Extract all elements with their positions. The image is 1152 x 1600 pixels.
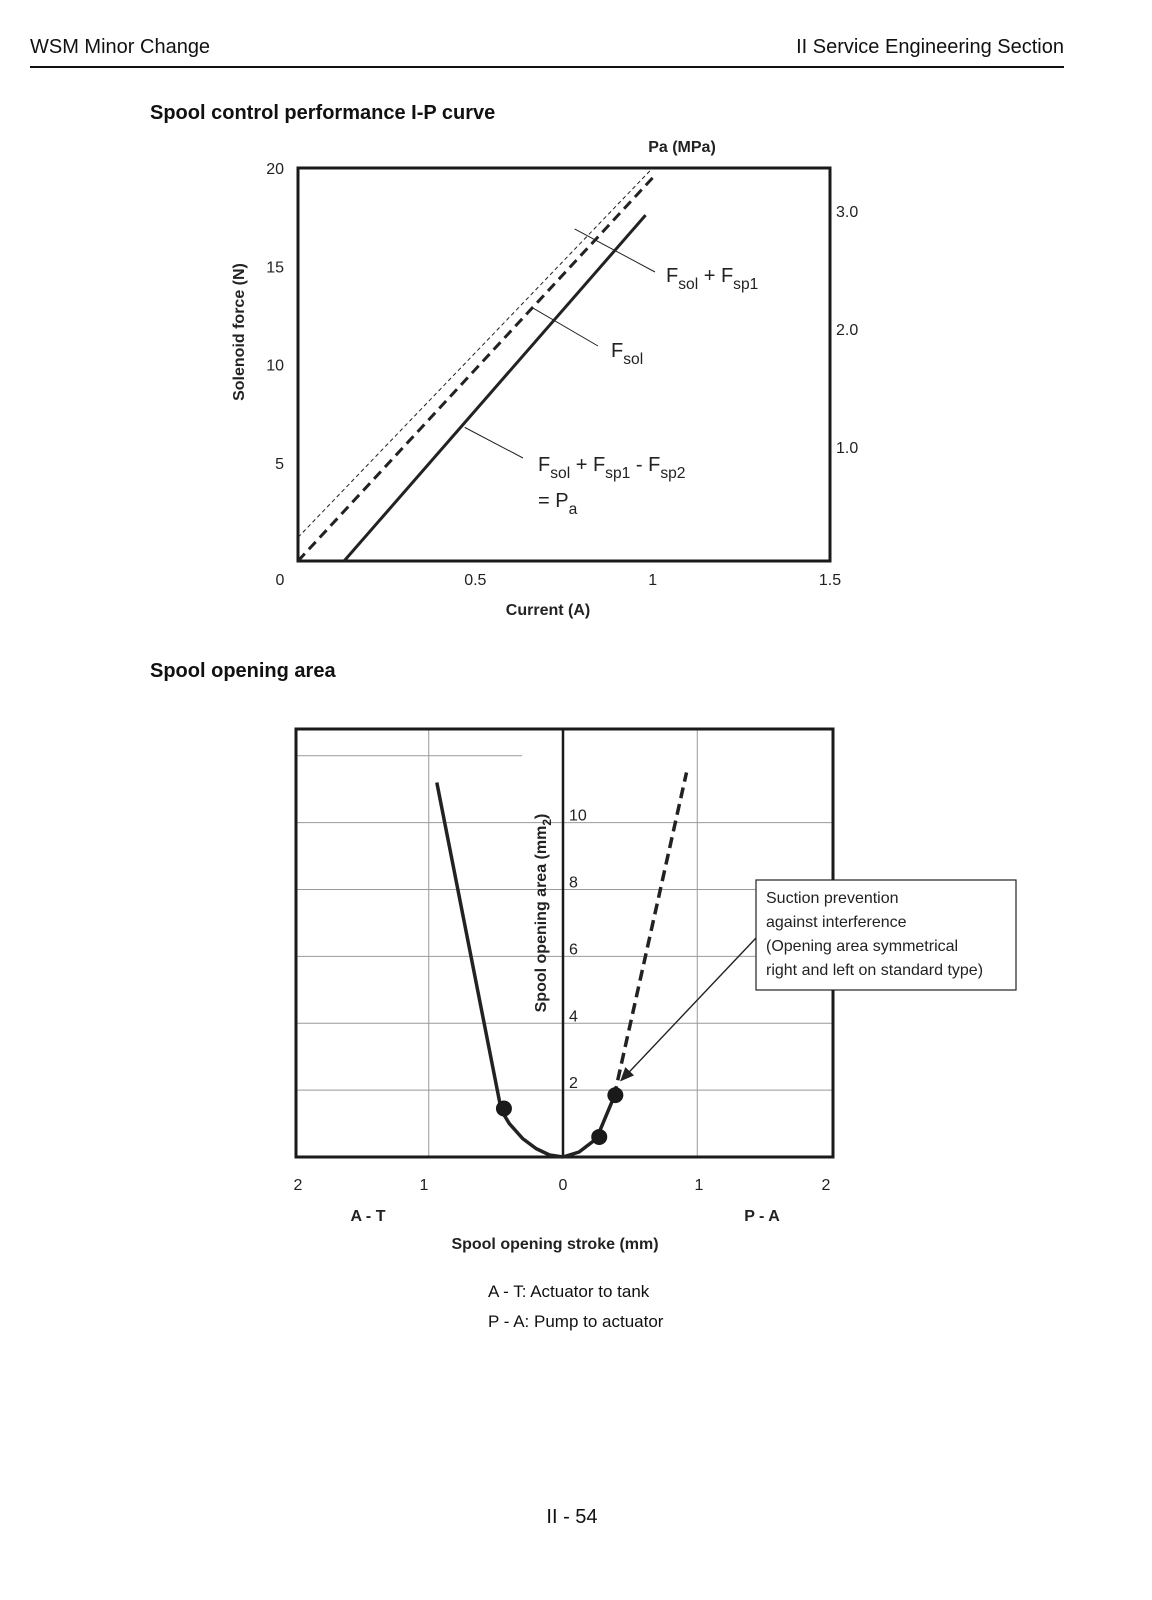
x-tick-label: 0	[558, 1177, 568, 1194]
x-tick-label: 1	[694, 1177, 704, 1194]
x-axis-label: Spool opening stroke (mm)	[451, 1236, 659, 1253]
legend-a-t: A - T: Actuator to tank	[488, 1282, 650, 1301]
series-line-3	[344, 215, 645, 561]
annotation-fsol: $F_{sol}$	[611, 340, 644, 368]
header-right: II Service Engineering Section	[796, 36, 1064, 58]
header-left: WSM Minor Change	[30, 36, 211, 58]
y-tick-label: 4	[569, 1008, 578, 1026]
y-axis-label: Spool opening area $(mm_2)$	[533, 813, 554, 1013]
x-tick-label: 1.5	[818, 572, 842, 589]
x-tick-label: 0.5	[464, 572, 487, 589]
opening-area-chart	[0, 700, 1152, 1270]
legend-p-a: P - A: Pump to actuator	[488, 1312, 664, 1331]
ip-curve-chart	[0, 130, 1152, 650]
callout-text-line: right and left on standard type)	[766, 962, 984, 979]
y-tick-label: 8	[569, 874, 578, 892]
x-tick-label: 1	[648, 572, 658, 589]
callout-text-line: against interference	[766, 914, 907, 931]
y2-tick-label: 2.0	[836, 322, 859, 340]
annotation-pa-line2: = $P_a$	[538, 490, 578, 518]
header-divider	[30, 66, 1064, 68]
x-tick-label: 1	[419, 1177, 429, 1194]
annotation-leader	[465, 427, 523, 458]
series-line-1	[298, 168, 653, 537]
annotation-fsol-fsp1: $F_{sol} + F_{sp1}$	[666, 265, 759, 293]
page-number: II - 54	[546, 1506, 598, 1528]
callout-text-line: (Opening area symmetrical	[766, 938, 959, 955]
y-tick-label: 15	[266, 259, 284, 277]
ip-curve-section-title: Spool control performance I-P curve	[150, 102, 496, 124]
x-tick-label: 2	[293, 1177, 303, 1194]
y-tick-label: 2	[569, 1075, 578, 1093]
x-tick-label: 2	[821, 1177, 831, 1194]
y2-tick-label: 3.0	[836, 204, 859, 222]
callout-text-line: Suction prevention	[766, 890, 899, 907]
data-point	[607, 1087, 623, 1103]
series-line-3	[614, 772, 686, 1096]
y2-axis-label: Pa (MPa)	[648, 139, 716, 156]
x-tick-label: 0	[275, 572, 285, 589]
annotation-leader	[532, 308, 598, 346]
opening-area-section-title: Spool opening area	[150, 660, 336, 682]
y2-tick-label: 1.0	[836, 440, 859, 458]
y-axis-label: Solenoid force (N)	[231, 263, 248, 401]
y-tick-label: 20	[266, 161, 284, 178]
y-tick-label: 6	[569, 941, 578, 959]
side-label-right: P - A	[744, 1208, 780, 1225]
x-axis-label: Current (A)	[505, 602, 591, 619]
side-label-left: A - T	[350, 1208, 386, 1225]
y-tick-label: 5	[275, 455, 284, 473]
series-line-2	[563, 1097, 614, 1157]
data-point	[591, 1129, 607, 1145]
series-line-2	[298, 178, 653, 561]
y-tick-label: 10	[266, 357, 284, 375]
y-tick-label: 10	[569, 807, 587, 825]
data-point	[496, 1101, 512, 1117]
annotation-pa-line1: $F_{sol} + F_{sp1} - F_{sp2}$	[538, 454, 686, 482]
plot-frame	[296, 729, 833, 1157]
